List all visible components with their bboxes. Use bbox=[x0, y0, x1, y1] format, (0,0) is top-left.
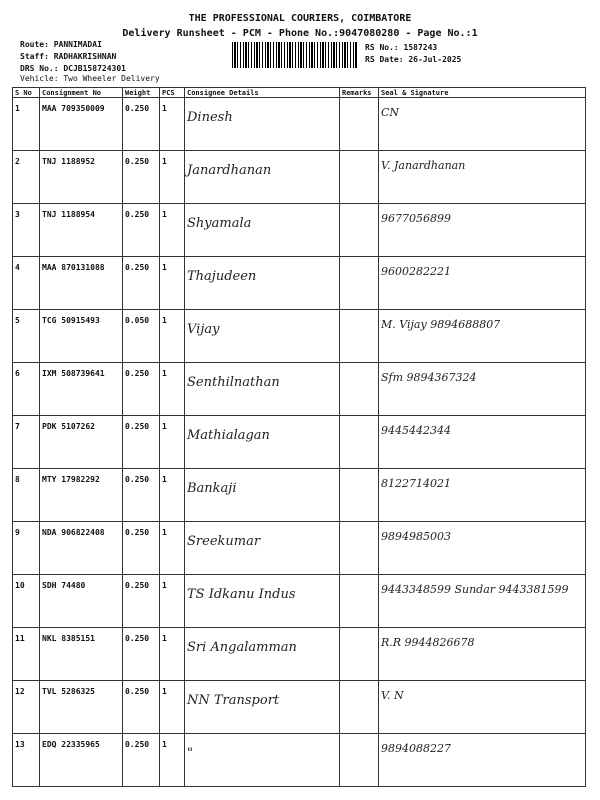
row-pcs bbox=[160, 204, 185, 257]
table-header-row bbox=[13, 88, 586, 98]
route-label: Route: PANNIMADAI bbox=[20, 40, 102, 49]
row-sno bbox=[13, 98, 40, 151]
row-sno-text: 1 bbox=[15, 104, 20, 113]
runsheet-subtitle: Delivery Runsheet - PCM - Phone No.:9047080280 - Page No.:1 bbox=[122, 28, 478, 39]
row-signature: V. Janardhanan bbox=[379, 151, 586, 204]
row-remarks bbox=[340, 257, 379, 310]
drs-label: DRS No.: DCJB158724301 bbox=[20, 64, 126, 73]
row-pcs-text: 1 bbox=[162, 210, 167, 219]
rs-date: RS Date: 26-Jul-2025 bbox=[365, 55, 462, 64]
row-signature: M. Vijay 9894688807 bbox=[379, 310, 586, 363]
row-consignee: Dinesh bbox=[185, 98, 340, 151]
row-pcs bbox=[160, 257, 185, 310]
row-sno bbox=[13, 363, 40, 416]
row-consignee: Bankaji bbox=[185, 469, 340, 522]
row-sno bbox=[13, 204, 40, 257]
row-consignee: NN Transport bbox=[185, 681, 340, 734]
row-weight-text: 0.250 bbox=[125, 740, 150, 749]
rs-number: RS No.: 1587243 bbox=[365, 43, 438, 52]
col-consignee: Consignee Details bbox=[185, 88, 340, 98]
row-sno-text: 11 bbox=[15, 634, 25, 643]
row-signature: CN bbox=[379, 98, 586, 151]
row-sno-text: 5 bbox=[15, 316, 20, 325]
row-consignment-no-text: PDK 5107262 bbox=[42, 422, 95, 431]
table-row bbox=[13, 681, 586, 734]
row-consignment-no bbox=[40, 257, 123, 310]
row-consignment-no-text: TVL 5286325 bbox=[42, 687, 95, 696]
row-pcs bbox=[160, 522, 185, 575]
row-consignee: Senthilnathan bbox=[185, 363, 340, 416]
row-sno-text: 3 bbox=[15, 210, 20, 219]
row-consignee: TS Idkanu Indus bbox=[185, 575, 340, 628]
barcode-image bbox=[232, 42, 357, 68]
staff-label: Staff: RADHAKRISHNAN bbox=[20, 52, 117, 61]
row-pcs bbox=[160, 416, 185, 469]
row-weight bbox=[123, 363, 160, 416]
row-remarks bbox=[340, 416, 379, 469]
table-row bbox=[13, 204, 586, 257]
row-sno-text: 4 bbox=[15, 263, 20, 272]
row-consignee: Mathialagan bbox=[185, 416, 340, 469]
row-weight bbox=[123, 310, 160, 363]
row-consignment-no-text: MAA 709350009 bbox=[42, 104, 105, 113]
table-row bbox=[13, 416, 586, 469]
row-pcs bbox=[160, 575, 185, 628]
row-weight bbox=[123, 416, 160, 469]
row-weight-text: 0.250 bbox=[125, 528, 150, 537]
row-remarks bbox=[340, 204, 379, 257]
table-row bbox=[13, 628, 586, 681]
col-weight: Weight bbox=[123, 88, 160, 98]
row-sno-text: 8 bbox=[15, 475, 20, 484]
col-consignment: Consignment No bbox=[40, 88, 123, 98]
row-remarks bbox=[340, 98, 379, 151]
row-consignment-no-text: MTY 17982292 bbox=[42, 475, 100, 484]
row-signature: 9677056899 bbox=[379, 204, 586, 257]
row-weight-text: 0.250 bbox=[125, 475, 150, 484]
row-consignment-no bbox=[40, 204, 123, 257]
row-weight-text: 0.250 bbox=[125, 687, 150, 696]
row-signature: 9445442344 bbox=[379, 416, 586, 469]
row-consignee: Sri Angalamman bbox=[185, 628, 340, 681]
row-consignment-no-text: TNJ 1188954 bbox=[42, 210, 95, 219]
row-consignment-no-text: TCG 50915493 bbox=[42, 316, 100, 325]
row-pcs bbox=[160, 151, 185, 204]
table-row bbox=[13, 522, 586, 575]
row-consignment-no bbox=[40, 151, 123, 204]
runsheet-title: THE PROFESSIONAL COURIERS, COIMBATORE bbox=[188, 13, 412, 24]
row-consignment-no-text: NDA 906822408 bbox=[42, 528, 105, 537]
row-signature: 9894088227 bbox=[379, 734, 586, 787]
row-consignment-no bbox=[40, 416, 123, 469]
row-weight bbox=[123, 98, 160, 151]
table-row bbox=[13, 575, 586, 628]
row-pcs-text: 1 bbox=[162, 634, 167, 643]
row-remarks bbox=[340, 734, 379, 787]
row-remarks bbox=[340, 363, 379, 416]
table-row bbox=[13, 469, 586, 522]
row-weight bbox=[123, 204, 160, 257]
row-consignment-no bbox=[40, 681, 123, 734]
row-consignment-no bbox=[40, 363, 123, 416]
row-consignment-no-text: NKL 8385151 bbox=[42, 634, 95, 643]
row-remarks bbox=[340, 628, 379, 681]
row-sno bbox=[13, 522, 40, 575]
row-pcs-text: 1 bbox=[162, 369, 167, 378]
row-sno-text: 7 bbox=[15, 422, 20, 431]
row-consignee: Vijay bbox=[185, 310, 340, 363]
row-remarks bbox=[340, 151, 379, 204]
table-row bbox=[13, 310, 586, 363]
row-weight bbox=[123, 522, 160, 575]
row-consignment-no bbox=[40, 310, 123, 363]
col-sno: S No bbox=[13, 88, 40, 98]
row-pcs-text: 1 bbox=[162, 740, 167, 749]
row-consignment-no bbox=[40, 98, 123, 151]
row-consignee: Shyamala bbox=[185, 204, 340, 257]
table-row bbox=[13, 363, 586, 416]
row-sno bbox=[13, 628, 40, 681]
row-consignment-no bbox=[40, 522, 123, 575]
row-weight bbox=[123, 628, 160, 681]
row-weight-text: 0.250 bbox=[125, 634, 150, 643]
col-remarks: Remarks bbox=[340, 88, 379, 98]
table-row bbox=[13, 734, 586, 787]
row-weight-text: 0.250 bbox=[125, 210, 150, 219]
row-weight-text: 0.250 bbox=[125, 263, 150, 272]
row-pcs bbox=[160, 681, 185, 734]
row-weight bbox=[123, 681, 160, 734]
row-weight-text: 0.250 bbox=[125, 104, 150, 113]
row-consignment-no bbox=[40, 469, 123, 522]
row-remarks bbox=[340, 575, 379, 628]
row-signature: R.R 9944826678 bbox=[379, 628, 586, 681]
row-consignment-no bbox=[40, 575, 123, 628]
row-consignment-no-text: TNJ 1188952 bbox=[42, 157, 95, 166]
row-weight bbox=[123, 469, 160, 522]
row-signature: 9443348599 Sundar 9443381599 bbox=[379, 575, 586, 628]
row-consignment-no bbox=[40, 734, 123, 787]
vehicle-label: Vehicle: Two Wheeler Delivery bbox=[20, 74, 160, 83]
row-pcs-text: 1 bbox=[162, 528, 167, 537]
row-sno-text: 10 bbox=[15, 581, 25, 590]
row-sno bbox=[13, 151, 40, 204]
row-sno-text: 2 bbox=[15, 157, 20, 166]
row-pcs-text: 1 bbox=[162, 104, 167, 113]
row-remarks bbox=[340, 469, 379, 522]
table-row bbox=[13, 257, 586, 310]
row-sno bbox=[13, 575, 40, 628]
col-signature: Seal & Signature bbox=[379, 88, 586, 98]
row-weight-text: 0.050 bbox=[125, 316, 150, 325]
row-remarks bbox=[340, 522, 379, 575]
row-weight-text: 0.250 bbox=[125, 157, 150, 166]
row-pcs bbox=[160, 363, 185, 416]
row-sno bbox=[13, 257, 40, 310]
row-sno bbox=[13, 310, 40, 363]
row-consignee: Janardhanan bbox=[185, 151, 340, 204]
row-pcs bbox=[160, 98, 185, 151]
row-pcs-text: 1 bbox=[162, 157, 167, 166]
row-consignment-no-text: EDQ 22335965 bbox=[42, 740, 100, 749]
row-pcs-text: 1 bbox=[162, 422, 167, 431]
row-signature: 9894985003 bbox=[379, 522, 586, 575]
row-signature: Sfm 9894367324 bbox=[379, 363, 586, 416]
row-signature: 8122714021 bbox=[379, 469, 586, 522]
row-consignment-no-text: SDH 74480 bbox=[42, 581, 86, 590]
row-consignment-no bbox=[40, 628, 123, 681]
row-pcs-text: 1 bbox=[162, 687, 167, 696]
row-pcs-text: 1 bbox=[162, 581, 167, 590]
row-remarks bbox=[340, 310, 379, 363]
runsheet-table bbox=[12, 87, 586, 787]
row-pcs bbox=[160, 469, 185, 522]
table-row bbox=[13, 151, 586, 204]
row-sno-text: 9 bbox=[15, 528, 20, 537]
col-pcs: PCS bbox=[160, 88, 185, 98]
row-pcs bbox=[160, 310, 185, 363]
row-sno-text: 6 bbox=[15, 369, 20, 378]
row-weight-text: 0.250 bbox=[125, 422, 150, 431]
row-weight bbox=[123, 151, 160, 204]
row-sno bbox=[13, 469, 40, 522]
row-sno bbox=[13, 416, 40, 469]
row-consignee: Thajudeen bbox=[185, 257, 340, 310]
row-weight bbox=[123, 734, 160, 787]
row-pcs bbox=[160, 734, 185, 787]
table-row bbox=[13, 98, 586, 151]
row-pcs-text: 1 bbox=[162, 263, 167, 272]
row-consignee: Sreekumar bbox=[185, 522, 340, 575]
row-pcs bbox=[160, 628, 185, 681]
row-remarks bbox=[340, 681, 379, 734]
row-pcs-text: 1 bbox=[162, 316, 167, 325]
row-weight bbox=[123, 575, 160, 628]
row-weight bbox=[123, 257, 160, 310]
row-sno bbox=[13, 681, 40, 734]
row-sno-text: 12 bbox=[15, 687, 25, 696]
row-pcs-text: 1 bbox=[162, 475, 167, 484]
row-consignment-no-text: IXM 508739641 bbox=[42, 369, 105, 378]
row-signature: 9600282221 bbox=[379, 257, 586, 310]
row-consignment-no-text: MAA 870131088 bbox=[42, 263, 105, 272]
row-weight-text: 0.250 bbox=[125, 369, 150, 378]
row-weight-text: 0.250 bbox=[125, 581, 150, 590]
row-sno bbox=[13, 734, 40, 787]
row-signature: V. N bbox=[379, 681, 586, 734]
row-sno-text: 13 bbox=[15, 740, 25, 749]
row-consignee: " bbox=[185, 734, 340, 787]
